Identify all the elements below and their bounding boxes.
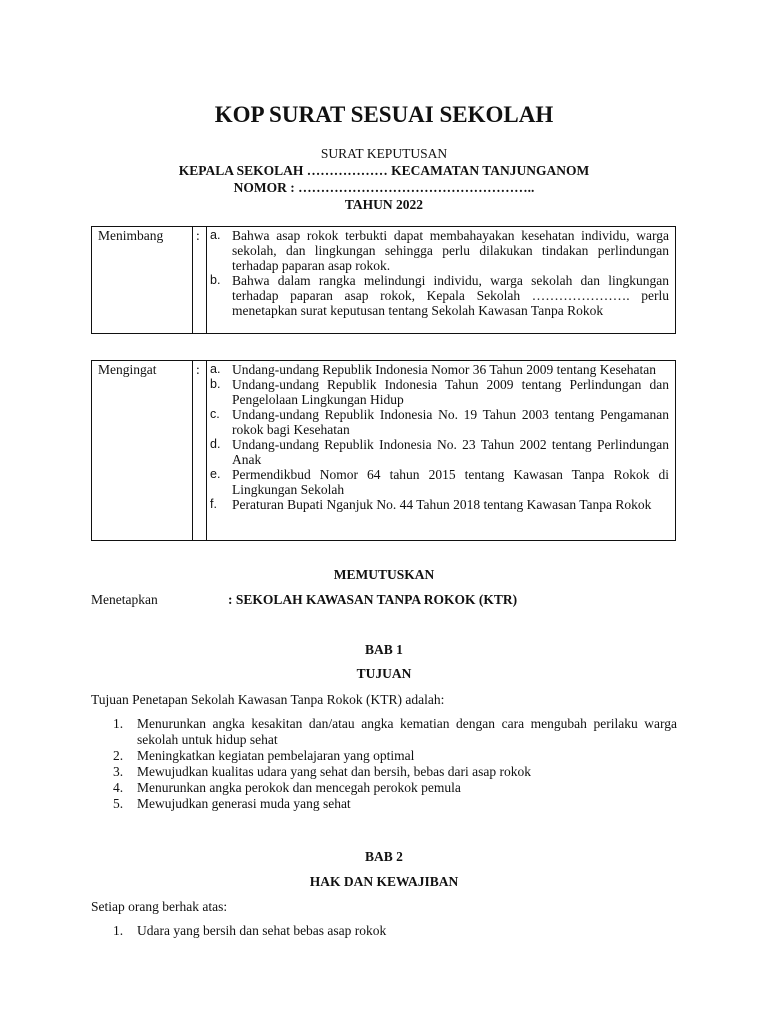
- item-marker: d.: [210, 437, 221, 451]
- list-item: [113, 764, 677, 780]
- mengingat-list: [210, 361, 669, 512]
- item-number: 1.: [113, 716, 124, 731]
- bab1-subtitle: TUJUAN: [356, 666, 412, 681]
- menimbang-list: [210, 227, 669, 318]
- item-number: 1.: [113, 923, 124, 938]
- item-text: Menurunkan angka kesakitan dan/atau angka kematian dengan cara mengubah perilaku warga sekolah untuk hidup sehat: [137, 716, 677, 747]
- item-marker: b.: [210, 273, 221, 287]
- bab2-intro: Setiap orang berhak atas:: [91, 899, 228, 914]
- item-marker: a.: [210, 362, 221, 376]
- item-marker: b.: [210, 377, 221, 391]
- issuer-line: KEPALA SEKOLAH ……………… KECAMATAN TANJUNGANOM: [178, 163, 590, 178]
- mengingat-colon: :: [196, 362, 200, 377]
- list-item: [210, 377, 669, 407]
- list-item: [113, 748, 677, 764]
- item-text: Udara yang bersih dan sehat bebas asap rokok: [137, 923, 387, 938]
- menetapkan-label: Menetapkan: [91, 592, 158, 607]
- document-type: SURAT KEPUTUSAN: [320, 146, 448, 161]
- item-text: Bahwa dalam rangka melindungi individu, warga sekolah dan lingkungan terhadap paparan asap rokok, Kepala Sekolah …………………. perlu menetapkan surat keputusan tentang Sekolah Kawasan Tanpa Rokok: [232, 273, 669, 318]
- item-marker: c.: [210, 407, 220, 421]
- year-line: TAHUN 2022: [344, 197, 424, 212]
- item-text: Undang-undang Republik Indonesia No. 23 Tahun 2002 tentang Perlindungan Anak: [232, 437, 669, 467]
- item-text: Undang-undang Republik Indonesia Nomor 36 Tahun 2009 tentang Kesehatan: [232, 362, 656, 377]
- list-item: [210, 273, 669, 318]
- menimbang-label: Menimbang: [98, 228, 164, 243]
- item-marker: f.: [210, 497, 217, 511]
- item-number: 4.: [113, 780, 124, 795]
- column-divider: [192, 227, 193, 333]
- letterhead-title: KOP SURAT SESUAI SEKOLAH: [214, 102, 554, 127]
- mengingat-label: Mengingat: [98, 362, 157, 377]
- list-item: [210, 467, 669, 497]
- mengingat-table: [91, 360, 676, 541]
- item-text: Undang-undang Republik Indonesia Tahun 2009 tentang Perlindungan dan Pengelolaan Lingkungan Hidup: [232, 377, 669, 407]
- menetapkan-value: : SEKOLAH KAWASAN TANPA ROKOK (KTR): [228, 592, 518, 607]
- list-item: [210, 362, 669, 377]
- list-item: [113, 796, 677, 812]
- column-divider: [206, 361, 207, 540]
- bab2-subtitle: HAK DAN KEWAJIBAN: [309, 874, 459, 889]
- bab1-intro: Tujuan Penetapan Sekolah Kawasan Tanpa Rokok (KTR) adalah:: [91, 692, 445, 707]
- item-text: Menurunkan angka perokok dan mencegah perokok pemula: [137, 780, 461, 795]
- list-item: [113, 923, 677, 939]
- item-text: Permendikbud Nomor 64 tahun 2015 tentang Kawasan Tanpa Rokok di Lingkungan Sekolah: [232, 467, 669, 497]
- item-text: Mewujudkan generasi muda yang sehat: [137, 796, 351, 811]
- item-text: Mewujudkan kualitas udara yang sehat dan bersih, bebas dari asap rokok: [137, 764, 532, 779]
- number-line: NOMOR : ……………………………………………..: [233, 180, 535, 195]
- list-item: [210, 407, 669, 437]
- bab1-title: BAB 1: [365, 642, 403, 657]
- bab2-list: [113, 923, 677, 939]
- item-number: 5.: [113, 796, 124, 811]
- item-text: Peraturan Bupati Nganjuk No. 44 Tahun 2018 tentang Kawasan Tanpa Rokok: [232, 497, 652, 512]
- item-number: 2.: [113, 748, 124, 763]
- list-item: [113, 716, 677, 748]
- menimbang-table: [91, 226, 676, 334]
- list-item: [210, 228, 669, 273]
- column-divider: [192, 361, 193, 540]
- menimbang-colon: :: [196, 228, 200, 243]
- item-marker: a.: [210, 228, 221, 242]
- column-divider: [206, 227, 207, 333]
- item-text: Meningkatkan kegiatan pembelajaran yang optimal: [137, 748, 415, 763]
- list-item: [210, 437, 669, 467]
- list-item: [113, 780, 677, 796]
- list-item: [210, 497, 669, 512]
- item-marker: e.: [210, 467, 221, 481]
- item-number: 3.: [113, 764, 124, 779]
- bab1-list: [113, 716, 677, 812]
- item-text: Bahwa asap rokok terbukti dapat membahayakan kesehatan individu, warga sekolah, dan lingkungan sehingga perlu dilakukan tindakan perlindungan terhadap paparan asap rokok.: [232, 228, 669, 273]
- item-text: Undang-undang Republik Indonesia No. 19 Tahun 2003 tentang Pengamanan rokok bagi Kesehatan: [232, 407, 669, 437]
- decision-heading: MEMUTUSKAN: [333, 567, 435, 582]
- bab2-title: BAB 2: [365, 849, 403, 864]
